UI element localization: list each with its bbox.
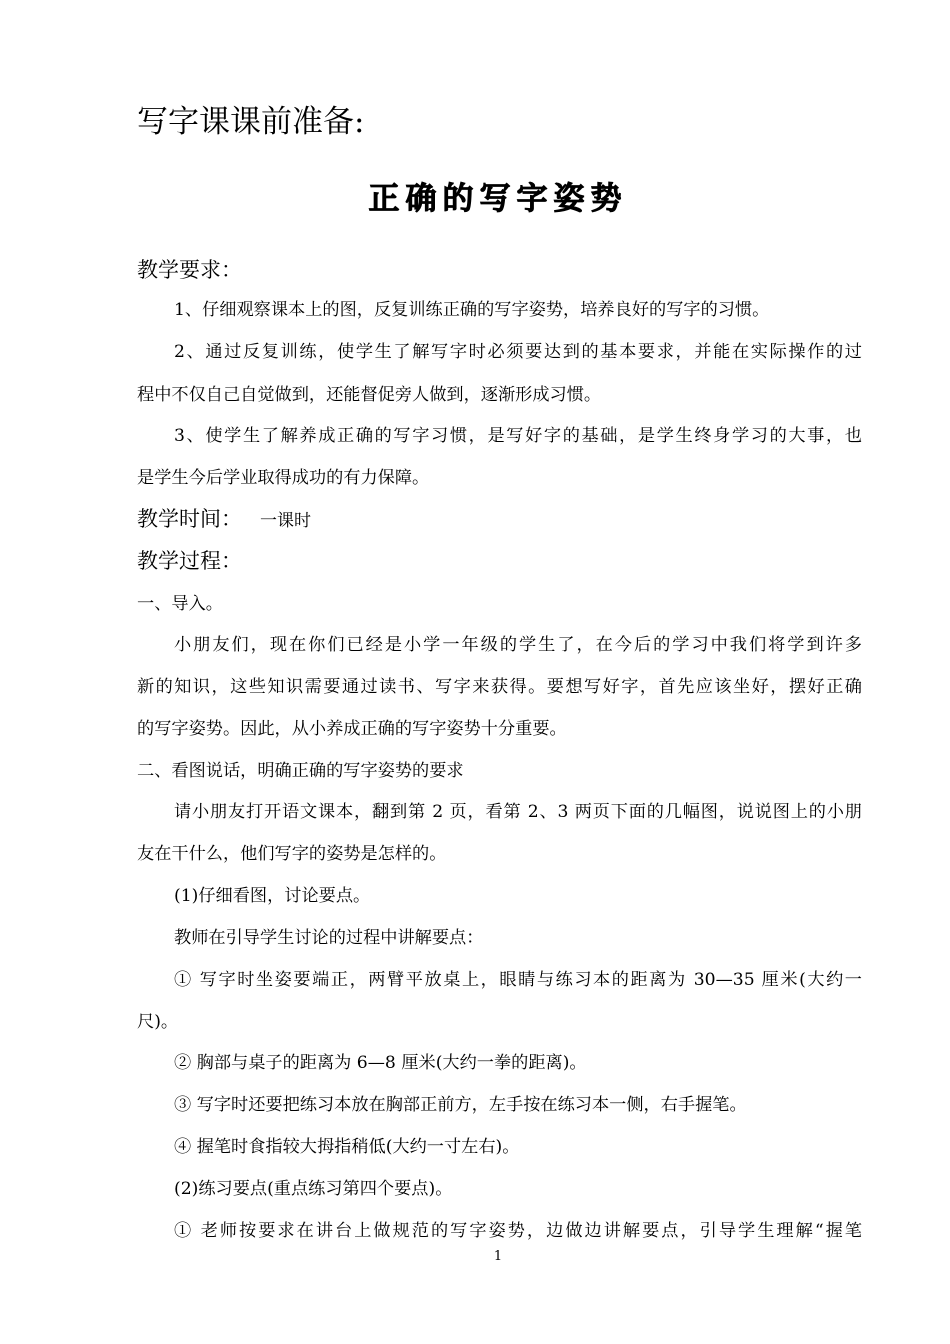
point-line: ① 写字时坐姿要端正，两臂平放桌上，眼睛与练习本的距离为 30—35 厘米(大约一 [174,970,862,990]
point-line: ④ 握笔时食指较大拇指稍低(大约一寸左右)。 [174,1137,520,1157]
time-heading-label: 教学时间： [137,507,242,531]
requirements-heading: 教学要求： [137,258,242,282]
paragraph-line: 请小朋友打开语文课本，翻到第 2 页，看第 2、3 两页下面的几幅图，说说图上的小朋 [174,802,862,822]
step-title: (1)仔细看图，讨论要点。 [174,886,371,906]
paragraph-line: 友在干什么，他们写字的姿势是怎样的。 [137,844,447,864]
paragraph-line: 小朋友们，现在你们已经是小学一年级的学生了，在今后的学习中我们将学到许多 [174,635,862,655]
time-value: 一课时 [260,511,311,531]
section-title: 二、看图说话，明确正确的写字姿势的要求 [137,761,464,781]
teacher-note: 教师在引导学生讨论的过程中讲解要点： [174,928,484,948]
requirement-line: 3、使学生了解养成正确的写字习惯，是写好字的基础，是学生终身学习的大事，也 [174,426,862,446]
section-title: 一、导入。 [137,594,223,614]
page-title: 正确的写字姿势 [368,181,628,217]
point-line: ② 胸部与桌子的距离为 6—8 厘米(大约一拳的距离)。 [174,1053,587,1073]
time-heading [137,505,311,535]
requirement-line: 是学生今后学业取得成功的有力保障。 [137,468,430,488]
pre-title: 写字课课前准备: [137,104,365,140]
step-title: (2)练习要点(重点练习第四个要点)。 [174,1179,453,1199]
page-number: 1 [493,1249,503,1264]
process-heading: 教学过程： [137,549,242,573]
point-line: 尺)。 [137,1012,179,1032]
paragraph-line: 的写字姿势。因此，从小养成正确的写字姿势十分重要。 [137,719,567,739]
point-line: ③ 写字时还要把练习本放在胸部正前方，左手按在练习本一侧，右手握笔。 [174,1095,747,1115]
requirement-line: 1、仔细观察课本上的图，反复训练正确的写字姿势，培养良好的写字的习惯。 [174,300,770,320]
requirement-line: 2、通过反复训练，使学生了解写字时必须要达到的基本要求，并能在实际操作的过 [174,342,862,362]
paragraph-line: 新的知识，这些知识需要通过读书、写字来获得。要想写好字，首先应该坐好，摆好正确 [137,677,862,697]
requirement-line: 程中不仅自己自觉做到，还能督促旁人做到，逐渐形成习惯。 [137,385,602,405]
practice-line: ① 老师按要求在讲台上做规范的写字姿势，边做边讲解要点，引导学生理解“握笔 [174,1221,862,1241]
